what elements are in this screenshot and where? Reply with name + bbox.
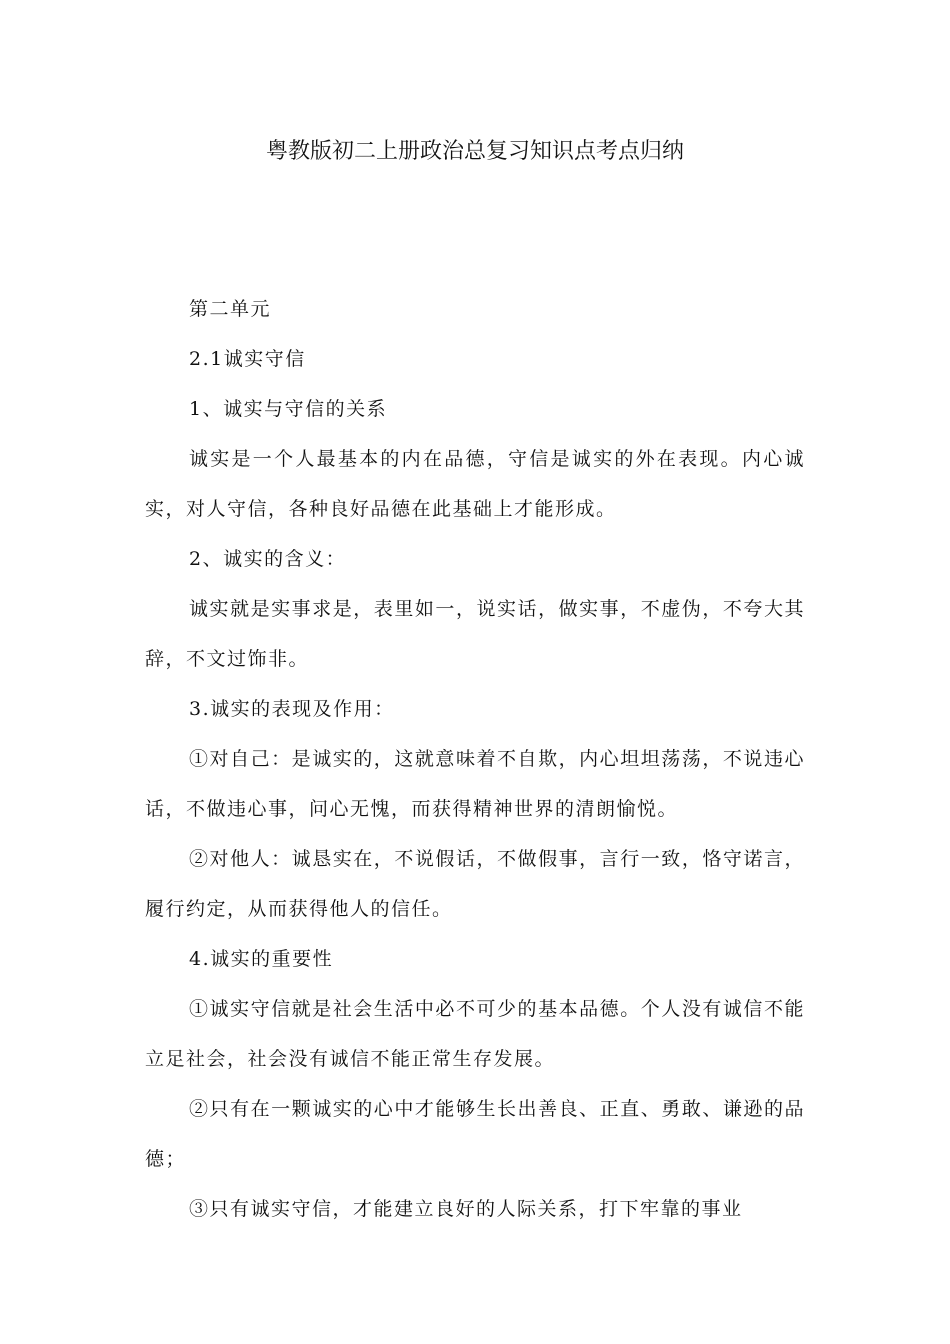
point-heading: 2、诚实的含义： bbox=[189, 548, 347, 570]
body-paragraph: ①对自己：是诚实的，这就意味着不自欺，内心坦坦荡荡，不说违心话，不做违心事，问心无愧，而获得精神世界的清朗愉悦。 bbox=[145, 748, 805, 820]
point-heading: 4.诚实的重要性 bbox=[189, 948, 334, 970]
body-paragraph: ②只有在一颗诚实的心中才能够生长出善良、正直、勇敢、谦逊的品德； bbox=[145, 1098, 805, 1170]
body-paragraph: ①诚实守信就是社会生活中必不可少的基本品德。个人没有诚信不能立足社会，社会没有诚信不能正常生存发展。 bbox=[145, 998, 805, 1070]
section-heading: 第二单元 bbox=[189, 298, 272, 320]
body-paragraph: ②对他人：诚恳实在，不说假话，不做假事，言行一致，恪守诺言，履行约定，从而获得他人的信任。 bbox=[145, 848, 805, 920]
body-paragraph: ③只有诚实守信，才能建立良好的人际关系，打下牢靠的事业 bbox=[189, 1198, 743, 1220]
document-body bbox=[145, 284, 805, 1234]
subsection-heading: 2.1诚实守信 bbox=[189, 348, 306, 370]
point-heading: 1、诚实与守信的关系 bbox=[189, 398, 388, 420]
body-paragraph: 诚实就是实事求是，表里如一，说实话，做实事，不虚伪，不夸大其辞，不文过饰非。 bbox=[145, 598, 805, 670]
document-title: 粤教版初二上册政治总复习知识点考点归纳 bbox=[265, 139, 684, 164]
point-heading: 3.诚实的表现及作用： bbox=[189, 698, 395, 720]
body-paragraph: 诚实是一个人最基本的内在品德，守信是诚实的外在表现。内心诚实，对人守信，各种良好品德在此基础上才能形成。 bbox=[145, 448, 805, 520]
